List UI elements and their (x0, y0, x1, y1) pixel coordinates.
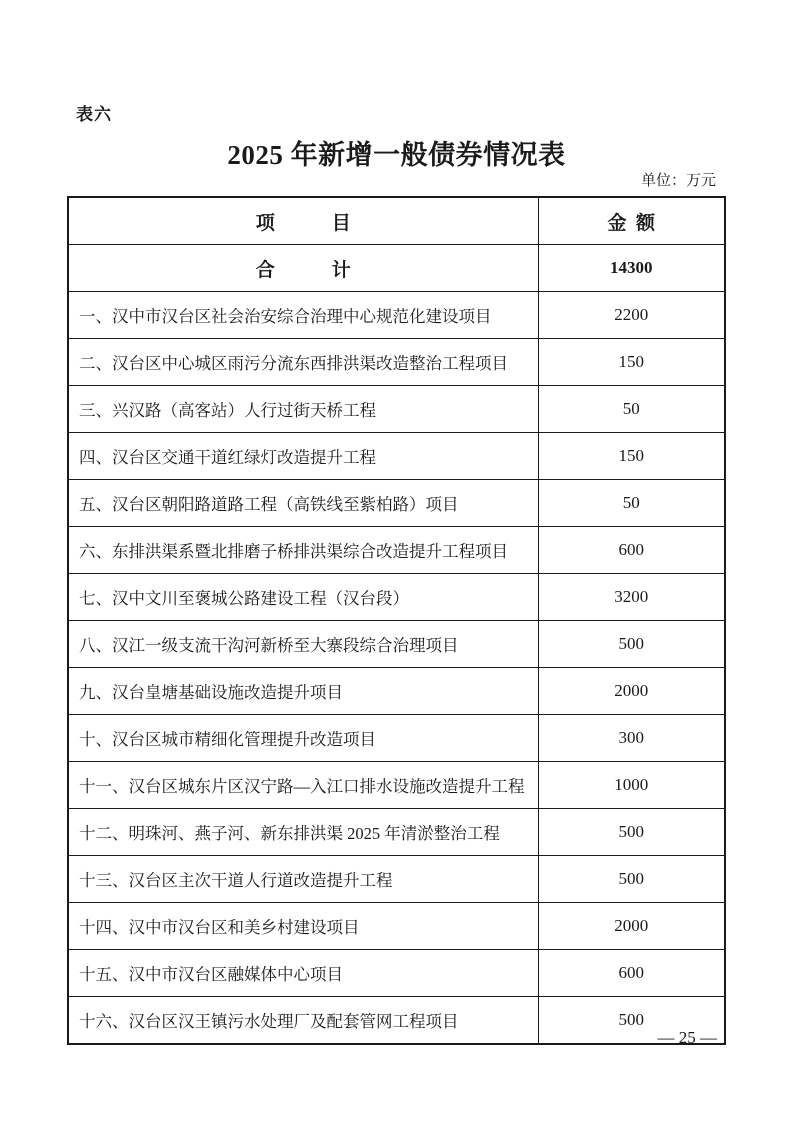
total-label: 合 计 (68, 245, 538, 292)
table-number-label: 表六 (76, 105, 112, 124)
project-name: 二、汉台区中心城区雨污分流东西排洪渠改造整治工程项目 (68, 339, 538, 386)
project-amount: 1000 (538, 762, 725, 809)
project-name: 七、汉中文川至褒城公路建设工程（汉台段） (68, 574, 538, 621)
project-amount: 2000 (538, 668, 725, 715)
table-row (68, 574, 725, 621)
table-row (68, 292, 725, 339)
total-amount: 14300 (538, 245, 725, 292)
table-row (68, 621, 725, 668)
project-amount: 600 (538, 950, 725, 997)
project-amount: 600 (538, 527, 725, 574)
project-name: 三、兴汉路（高客站）人行过街天桥工程 (68, 386, 538, 433)
project-amount: 2200 (538, 292, 725, 339)
project-amount: 150 (538, 433, 725, 480)
project-amount: 500 (538, 997, 725, 1045)
project-amount: 50 (538, 386, 725, 433)
unit-note: 单位：万元 (640, 173, 716, 189)
table-row (68, 386, 725, 433)
project-amount: 500 (538, 621, 725, 668)
table-row (68, 480, 725, 527)
table-row (68, 856, 725, 903)
total-row (68, 245, 725, 292)
project-amount: 300 (538, 715, 725, 762)
project-name: 十六、汉台区汉王镇污水处理厂及配套管网工程项目 (68, 997, 538, 1045)
project-amount: 50 (538, 480, 725, 527)
project-name: 九、汉台皇塘基础设施改造提升项目 (68, 668, 538, 715)
table-row (68, 762, 725, 809)
table-row (68, 668, 725, 715)
table-header-row (68, 197, 725, 245)
project-amount: 2000 (538, 903, 725, 950)
table-row (68, 950, 725, 997)
table-row (68, 433, 725, 480)
project-name: 十二、明珠河、燕子河、新东排洪渠 2025 年清淤整治工程 (68, 809, 538, 856)
project-amount: 500 (538, 856, 725, 903)
project-name: 十四、汉中市汉台区和美乡村建设项目 (68, 903, 538, 950)
table-row (68, 903, 725, 950)
table-row (68, 339, 725, 386)
table-row (68, 715, 725, 762)
project-amount: 500 (538, 809, 725, 856)
page-number: — 25 — (657, 1028, 717, 1047)
project-name: 一、汉中市汉台区社会治安综合治理中心规范化建设项目 (68, 292, 538, 339)
project-amount: 3200 (538, 574, 725, 621)
page-title: 2025 年新增一般债券情况表 (227, 140, 566, 170)
column-header-item: 项 目 (68, 197, 538, 245)
project-name: 十一、汉台区城东片区汉宁路—入江口排水设施改造提升工程 (68, 762, 538, 809)
project-name: 十三、汉台区主次干道人行道改造提升工程 (68, 856, 538, 903)
column-header-amount: 金 额 (538, 197, 725, 245)
table-row (68, 809, 725, 856)
project-name: 六、东排洪渠系暨北排磨子桥排洪渠综合改造提升工程项目 (68, 527, 538, 574)
project-name: 四、汉台区交通干道红绿灯改造提升工程 (68, 433, 538, 480)
table-body (68, 245, 725, 1045)
project-name: 八、汉江一级支流干沟河新桥至大寨段综合治理项目 (68, 621, 538, 668)
project-name: 十五、汉中市汉台区融媒体中心项目 (68, 950, 538, 997)
project-name: 五、汉台区朝阳路道路工程（高铁线至紫柏路）项目 (68, 480, 538, 527)
project-amount: 150 (538, 339, 725, 386)
table-row (68, 527, 725, 574)
project-name: 十、汉台区城市精细化管理提升改造项目 (68, 715, 538, 762)
bond-table (67, 196, 726, 1045)
